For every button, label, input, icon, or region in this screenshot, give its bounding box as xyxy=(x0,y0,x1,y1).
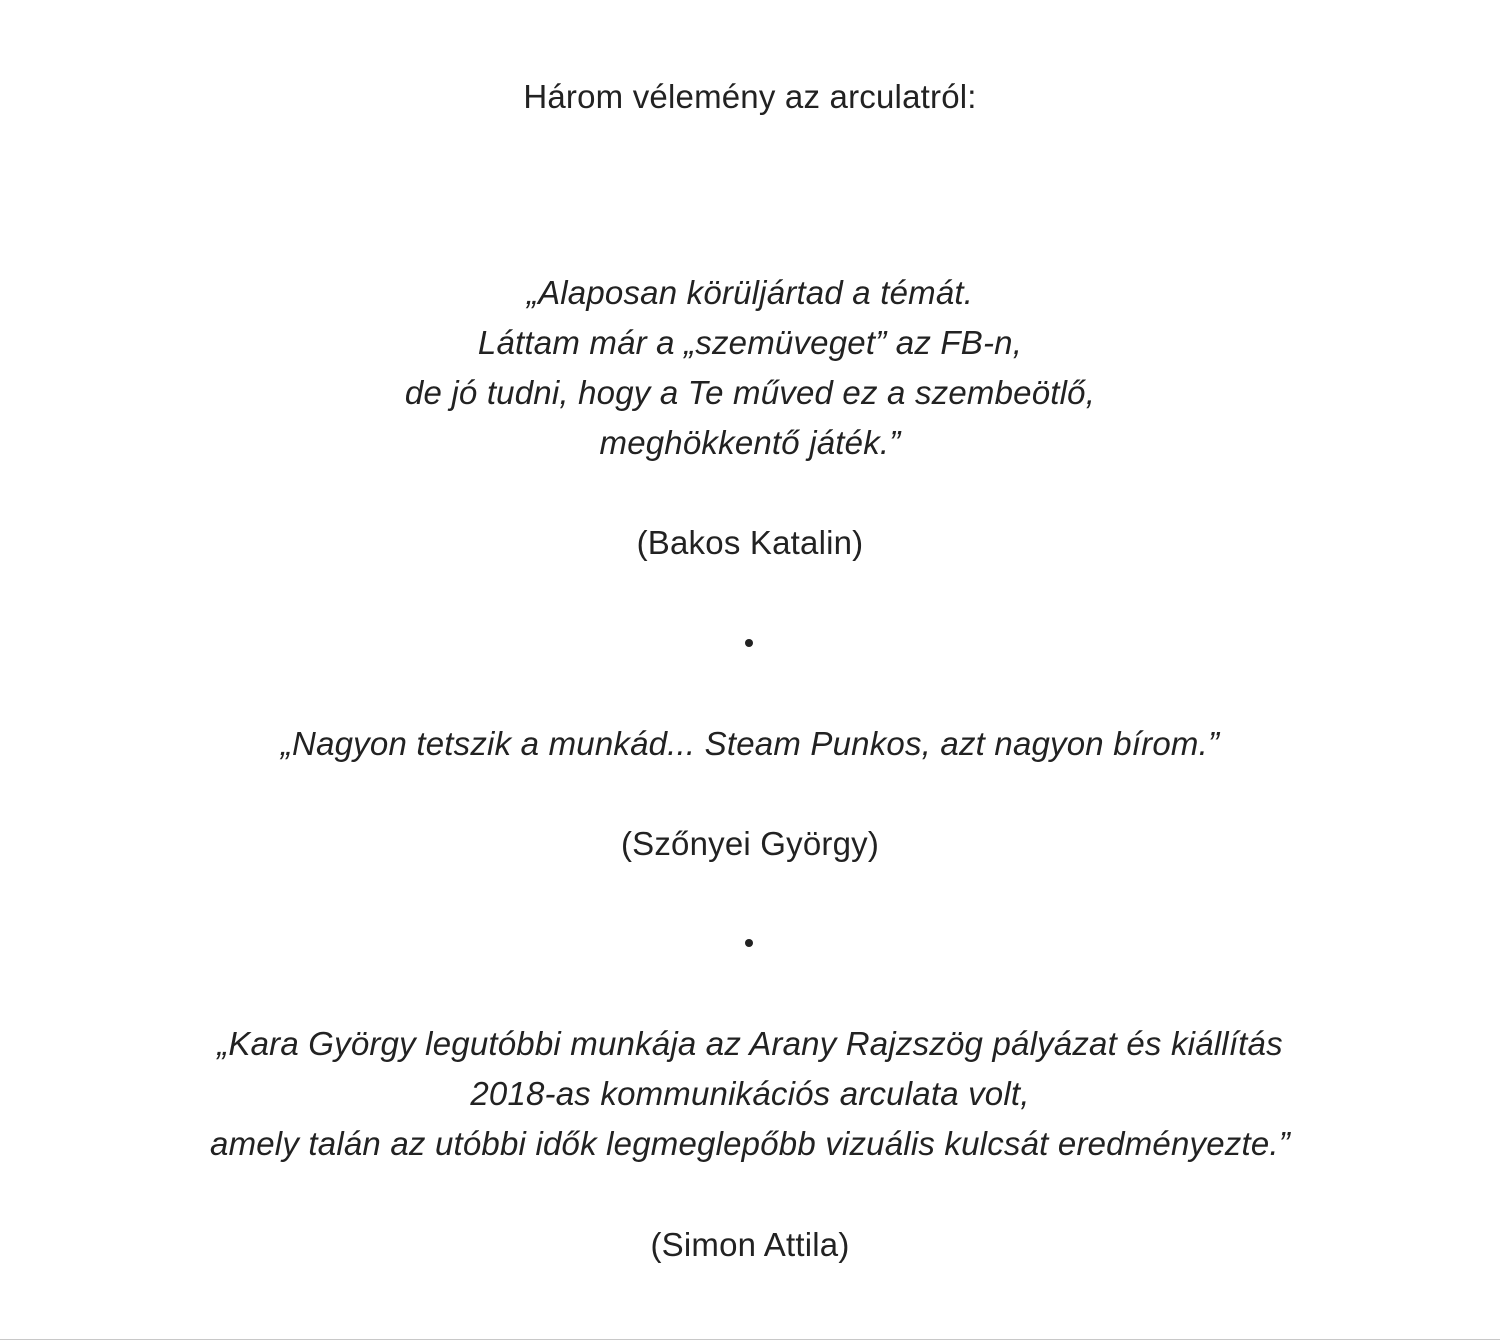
testimonial-author: (Szőnyei György) xyxy=(620,825,880,862)
quote-line: meghökkentő játék.” xyxy=(599,424,901,461)
separator-dot xyxy=(745,639,753,647)
separator-dot xyxy=(745,939,753,947)
quote-line: de jó tudni, hogy a Te műved ez a szembeötlő, xyxy=(404,374,1096,411)
quote-line: „Alaposan körüljártad a témát. xyxy=(526,274,974,311)
quote-line: 2018-as kommunikációs arculata volt, xyxy=(470,1075,1030,1112)
quote-line: „Kara György legutóbbi munkája az Arany Rajzszög pályázat és kiállítás xyxy=(217,1025,1283,1062)
testimonial-author: (Bakos Katalin) xyxy=(636,524,864,561)
page-heading: Három vélemény az arculatról: xyxy=(523,78,977,115)
quote-line: amely talán az utóbbi idők legmeglepőbb vizuális kulcsát eredményezte.” xyxy=(210,1125,1290,1162)
testimonial-author: (Simon Attila) xyxy=(650,1226,850,1263)
bottom-divider xyxy=(0,1339,1500,1340)
quote-line: Láttam már a „szemüveget” az FB-n, xyxy=(477,324,1023,361)
quote-line: „Nagyon tetszik a munkád... Steam Punkos, azt nagyon bírom.” xyxy=(280,725,1220,762)
